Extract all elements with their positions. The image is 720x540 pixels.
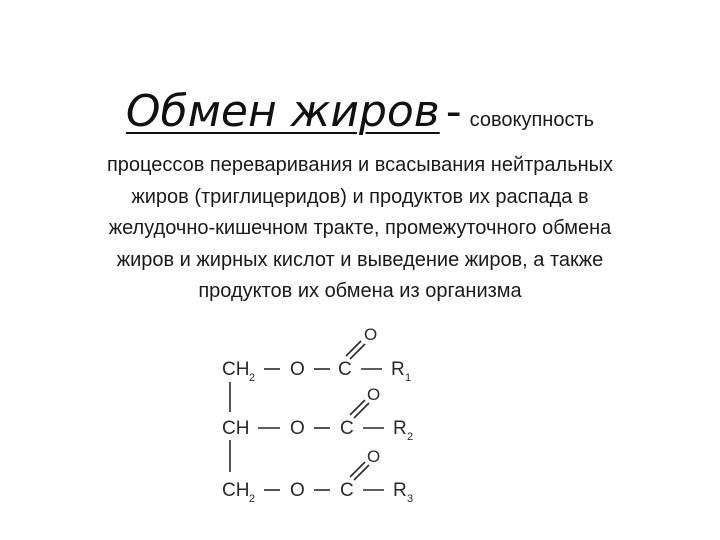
definition-line: процессов переваривания и всасывания нейтральных bbox=[106, 154, 614, 176]
row1-carbonyl-oxygen: O bbox=[364, 325, 378, 344]
row3-left: CH bbox=[222, 480, 250, 501]
definition-line: желудочно-кишечном тракте, промежуточного обмена bbox=[108, 217, 612, 239]
row3-left-sub: 2 bbox=[249, 493, 256, 505]
formula-row-1 bbox=[222, 325, 411, 384]
definition-line: продуктов их обмена из организма bbox=[198, 280, 522, 302]
row1-left-sub: 2 bbox=[249, 372, 256, 384]
title-term: Обмен жиров bbox=[125, 86, 440, 137]
row3-radical-sub: 3 bbox=[407, 493, 414, 505]
title-lead-text: совокупность bbox=[469, 109, 595, 131]
row3-oxygen: O bbox=[290, 480, 305, 501]
definition-line: жиров и жирных кислот и выведение жиров, а также bbox=[116, 248, 604, 271]
double-bond-b bbox=[354, 403, 369, 418]
formula-row-3 bbox=[222, 447, 413, 505]
double-bond-a bbox=[350, 462, 365, 477]
row1-oxygen: O bbox=[290, 359, 305, 380]
slide-title bbox=[0, 86, 720, 137]
row3-radical: R bbox=[393, 480, 407, 501]
row2-radical-sub: 2 bbox=[407, 431, 414, 443]
row1-carbon: C bbox=[338, 359, 352, 380]
row2-radical: R bbox=[393, 418, 407, 439]
row3-carbonyl-oxygen: O bbox=[367, 447, 381, 466]
definition-text bbox=[40, 150, 680, 308]
title-dash: - bbox=[445, 86, 462, 137]
row1-radical-sub: 1 bbox=[405, 372, 412, 384]
double-bond-a bbox=[346, 341, 361, 356]
row2-oxygen: O bbox=[290, 418, 305, 439]
definition-line: жиров (триглицеридов) и продуктов их распада в bbox=[131, 185, 589, 208]
row1-left: CH bbox=[222, 359, 250, 380]
row1-radical: R bbox=[391, 359, 405, 380]
triglyceride-formula bbox=[216, 320, 446, 520]
row2-carbonyl-oxygen: O bbox=[367, 385, 381, 404]
row2-carbon: C bbox=[340, 418, 354, 439]
double-bond-a bbox=[350, 400, 365, 415]
double-bond-b bbox=[354, 465, 369, 480]
double-bond-b bbox=[350, 344, 365, 359]
formula-row-2 bbox=[222, 385, 413, 443]
row2-left: CH bbox=[222, 418, 250, 439]
row3-carbon: C bbox=[340, 480, 354, 501]
